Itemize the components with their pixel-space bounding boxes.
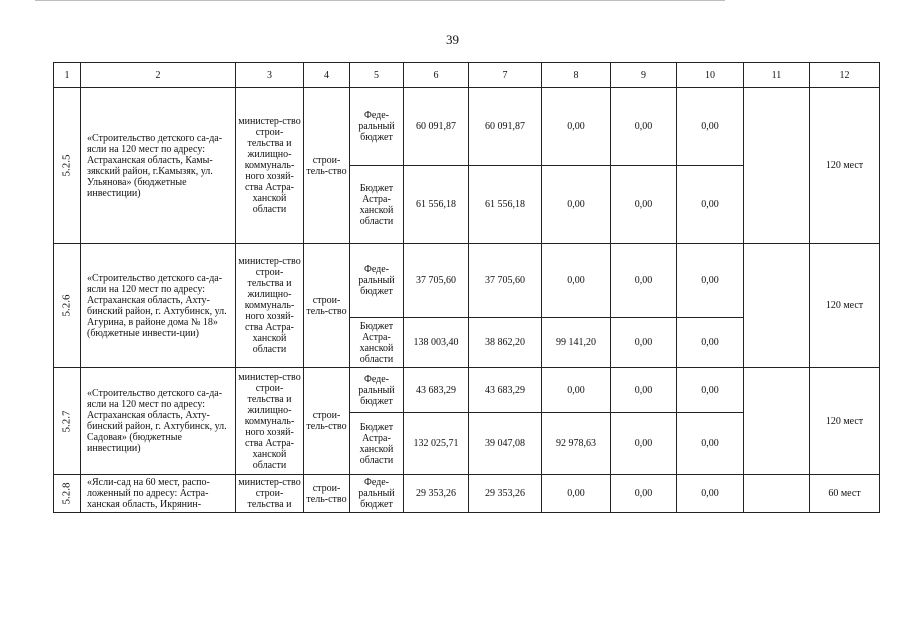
row-number: 5.2.7 <box>60 410 73 432</box>
value-cell: 43 683,29 <box>404 368 469 413</box>
row-number: 5.2.8 <box>60 482 73 505</box>
value-cell: 0,00 <box>677 368 744 413</box>
page-number: 39 <box>446 32 459 47</box>
value-cell: 61 556,18 <box>404 166 469 244</box>
table-row <box>54 475 880 513</box>
executor: министер-ство строи-тельства и жилищно-коммуналь-ного хозяй-ства Астра-ханской области <box>236 88 304 244</box>
project-description: «Строительство детского са-да-ясли на 120 мест по адресу: Астраханская область, Ахту-бинский район, г. Ахтубинск, ул. Садовая» (бюджетные инвестиции) <box>81 368 236 475</box>
value-cell <box>744 475 810 513</box>
column-header: 4 <box>304 63 350 88</box>
project-description: «Ясли-сад на 60 мест, распо-ложенный по адресу: Астра-ханская область, Икрянин- <box>81 475 236 513</box>
table-row <box>54 244 880 318</box>
value-cell: 38 862,20 <box>469 318 542 368</box>
value-cell: 0,00 <box>611 166 677 244</box>
value-cell: 37 705,60 <box>404 244 469 318</box>
value-cell: 29 353,26 <box>404 475 469 513</box>
executor: министер-ство строи-тельства и <box>236 475 304 513</box>
value-cell: 0,00 <box>542 244 611 318</box>
funding-source: Феде-ральный бюджет <box>350 88 404 166</box>
column-header: 9 <box>611 63 677 88</box>
column-header: 2 <box>81 63 236 88</box>
column-header: 8 <box>542 63 611 88</box>
executor: министер-ство строи-тельства и жилищно-коммуналь-ного хозяй-ства Астра-ханской области <box>236 368 304 475</box>
value-cell: 29 353,26 <box>469 475 542 513</box>
row-number-cell <box>54 368 81 475</box>
value-cell: 0,00 <box>677 413 744 475</box>
row-number: 5.2.5 <box>60 154 73 177</box>
value-cell: 61 556,18 <box>469 166 542 244</box>
project-description: «Строительство детского са-да-ясли на 120 мест по адресу: Астраханская область, Камы-зякский район, г.Камызяк, ул. Ульянова» (бюджетные инвестиции) <box>81 88 236 244</box>
funding-source: Феде-ральный бюджет <box>350 368 404 413</box>
column-header: 7 <box>469 63 542 88</box>
result-cell: 60 мест <box>810 475 880 513</box>
direction: строи-тель-ство <box>304 475 350 513</box>
funding-source: Феде-ральный бюджет <box>350 244 404 318</box>
column-header: 3 <box>236 63 304 88</box>
project-description: «Строительство детского са-да-ясли на 120 мест по адресу: Астраханская область, Ахту-бинский район, г. Ахтубинск, ул. Агурина, в районе дома № 18» (бюджетные инвести-ции) <box>81 244 236 368</box>
funding-source: Бюджет Астра-ханской области <box>350 318 404 368</box>
value-cell: 0,00 <box>542 88 611 166</box>
row-number-cell <box>54 88 81 244</box>
value-cell: 0,00 <box>677 318 744 368</box>
row-number-cell <box>54 244 81 368</box>
executor: министер-ство строи-тельства и жилищно-коммуналь-ного хозяй-ства Астра-ханской области <box>236 244 304 368</box>
column-header: 5 <box>350 63 404 88</box>
direction: строи-тель-ство <box>304 368 350 475</box>
value-cell: 39 047,08 <box>469 413 542 475</box>
value-cell: 0,00 <box>611 244 677 318</box>
result-cell: 120 мест <box>810 88 880 244</box>
value-cell <box>744 88 810 244</box>
budget-table <box>53 62 880 513</box>
value-cell: 0,00 <box>677 244 744 318</box>
value-cell: 0,00 <box>611 475 677 513</box>
value-cell: 43 683,29 <box>469 368 542 413</box>
row-number: 5.2.6 <box>60 294 73 317</box>
value-cell: 0,00 <box>542 368 611 413</box>
row-number-cell <box>54 475 81 513</box>
funding-source: Бюджет Астра-ханской области <box>350 413 404 475</box>
value-cell: 0,00 <box>677 88 744 166</box>
value-cell: 99 141,20 <box>542 318 611 368</box>
funding-source: Феде-ральный бюджет <box>350 475 404 513</box>
value-cell: 0,00 <box>677 475 744 513</box>
column-header: 11 <box>744 63 810 88</box>
value-cell: 0,00 <box>611 368 677 413</box>
table-row <box>54 368 880 413</box>
value-cell: 60 091,87 <box>404 88 469 166</box>
value-cell: 37 705,60 <box>469 244 542 318</box>
value-cell: 0,00 <box>677 166 744 244</box>
value-cell <box>744 244 810 368</box>
value-cell: 132 025,71 <box>404 413 469 475</box>
direction: строи-тель-ство <box>304 244 350 368</box>
header-row <box>54 63 880 88</box>
direction: строи-тель-ство <box>304 88 350 244</box>
result-cell: 120 мест <box>810 244 880 368</box>
value-cell: 0,00 <box>611 88 677 166</box>
value-cell: 0,00 <box>611 318 677 368</box>
result-cell: 120 мест <box>810 368 880 475</box>
column-header: 12 <box>810 63 880 88</box>
value-cell: 0,00 <box>542 475 611 513</box>
column-header: 1 <box>54 63 81 88</box>
table-row <box>54 88 880 166</box>
value-cell <box>744 368 810 475</box>
funding-source: Бюджет Астра-ханской области <box>350 166 404 244</box>
value-cell: 60 091,87 <box>469 88 542 166</box>
column-header: 10 <box>677 63 744 88</box>
value-cell: 92 978,63 <box>542 413 611 475</box>
value-cell: 0,00 <box>611 413 677 475</box>
column-header: 6 <box>404 63 469 88</box>
top-rule <box>35 0 725 1</box>
value-cell: 0,00 <box>542 166 611 244</box>
value-cell: 138 003,40 <box>404 318 469 368</box>
